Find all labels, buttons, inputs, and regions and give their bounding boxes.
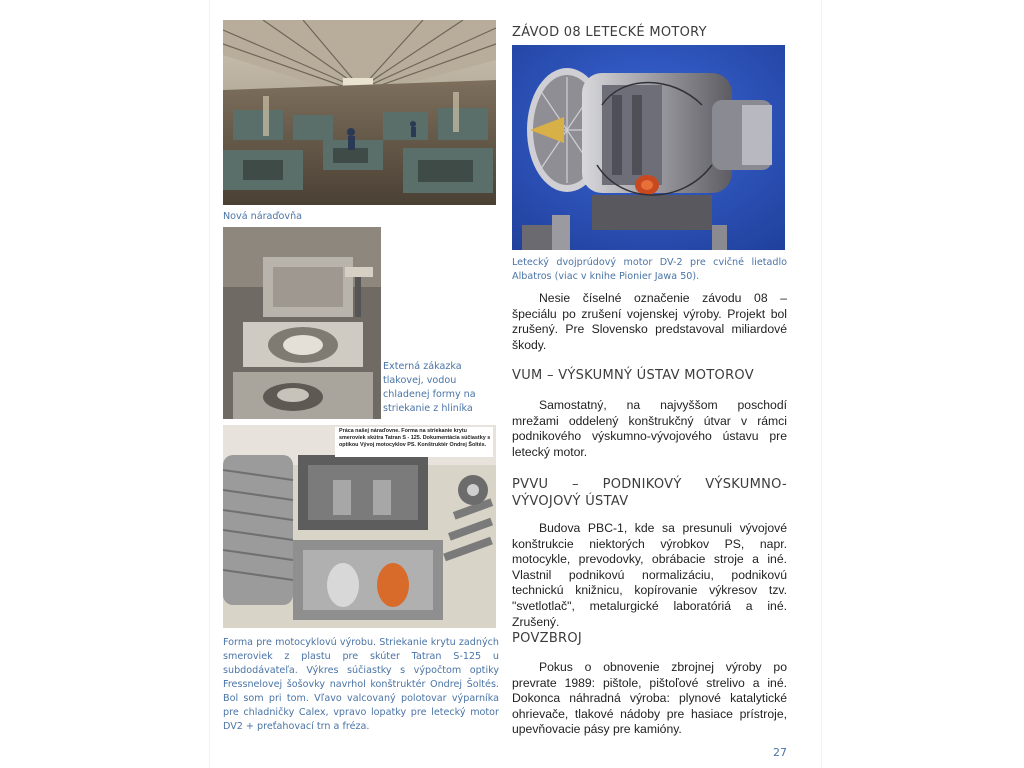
mold-photo-2-overlay-caption: Práca našej náraďovne. Forma na striekanie krytu smerovíek skútra Tatran S - 125. Dokumentácia súčiastky s optikou Vývoj motocyklov PS. Konštruktér Ondrej Šoltés. bbox=[339, 428, 491, 448]
book-page bbox=[210, 0, 821, 768]
section-heading-zavod: ZÁVOD 08 LETECKÉ MOTORY bbox=[512, 25, 707, 40]
jet-engine-photo bbox=[512, 45, 785, 250]
section-heading-pvvu: PVVU – PODNIKOVÝ VÝSKUMNO-VÝVOJOVÝ ÚSTAV bbox=[512, 477, 787, 509]
section-text-pvvu: Budova PBC-1, kde sa presunuli vývojové konštrukcie niektorých výrobkov PS, napr. motocykle, prevodovky, obrábacie stroje a iné. Vlastnil podnikovú normalizáciu, podnikovú technickú knižnicu, kopírovanie výkresov tzv. "svetlotlač", metalurgické laboratóriá a iné. Zrušený. bbox=[512, 521, 787, 629]
section-text-vum: Samostatný, na najvyššom poschodí mrežami oddelený konštrukčný útvar v rámci podnikového výskumno-vývojového ústavu pre letecký motor. bbox=[512, 398, 787, 459]
mold-photo-2 bbox=[223, 425, 496, 628]
factory-workshop-photo bbox=[223, 20, 496, 205]
section-text-povzbroj: Pokus o obnovenie zbrojnej výroby po prevrate 1989: pištole, pištoľové strelivo a iné. Dokonca náhradná výroba: plynové katalytické ohrievače, tlakové nádoby pre hasiace prístroje, upevňovacie pásy pre kamióny. bbox=[512, 660, 787, 737]
page-number: 27 bbox=[773, 746, 787, 759]
section-heading-povzbroj: POVZBROJ bbox=[512, 631, 583, 646]
mold-2-caption: Forma pre motocyklovú výrobu. Striekanie krytu zadných smeroviek z plastu pre skúter Tatran S-125 u subdodávateľa. Výkres súčiastky s výpočtom optiky Fressnelovej šošovky navrhol konštruktér Ondrej Šoltés. Bol som pri tom. Vľavo valcovaný polotovar výparníka pre chladničky Calex, vpravo lopatky pre letecký motor DV2 + preťahovací trn a fréza. bbox=[223, 637, 499, 732]
mold-caption: Externá zákazka tlakovej, vodou chladenej formy na striekanie z hliníka bbox=[383, 361, 476, 414]
workshop-caption: Nová náraďovňa bbox=[223, 211, 303, 222]
mold-photo bbox=[223, 227, 381, 419]
section-text-zavod: Nesie číselné označenie závodu 08 – špeciálu po zrušení vojenskej výroby. Projekt bol zrušený. Pre Slovensko predstavoval miliardové škody. bbox=[512, 291, 787, 352]
engine-caption: Letecký dvojprúdový motor DV-2 pre cvičné lietadlo Albatros (viac v knihe Pionier Jawa 50). bbox=[512, 257, 787, 282]
section-heading-vum: VUM – VÝSKUMNÝ ÚSTAV MOTOROV bbox=[512, 368, 754, 383]
